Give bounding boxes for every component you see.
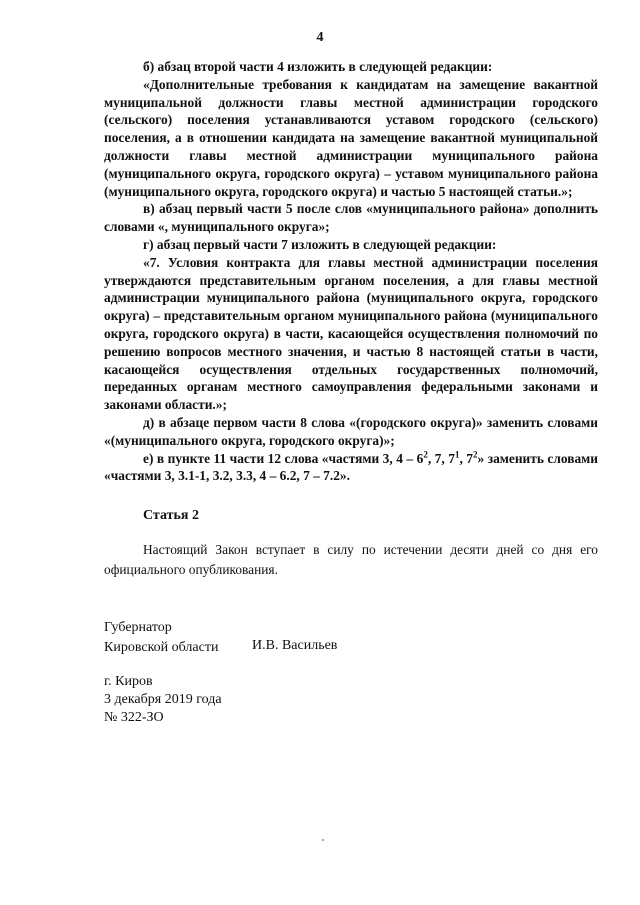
- paragraph-e: [104, 450, 598, 486]
- amendments-block: [104, 58, 598, 485]
- paragraph-e-prefix: е) в пункте 11 части 12 слова «частями 3, 4 – 6: [143, 450, 424, 466]
- signatory-position-line2: Кировской области: [104, 640, 219, 655]
- signatory-name: И.В. Васильев: [252, 638, 338, 653]
- superscript-2: 1: [454, 449, 460, 460]
- paragraph-d: д) в абзаце первом части 8 слова «(городского округа)» заменить словами «(муниципального округа, городского округа)»;: [104, 414, 598, 448]
- signatory-position-line1: Губернатор: [104, 620, 172, 635]
- paragraph-v: в) абзац первый части 5 после слов «муниципального района» дополнить словами «, муниципального округа»;: [104, 201, 598, 235]
- scan-speck: [322, 839, 324, 841]
- paragraph-g: г) абзац первый части 7 изложить в следующей редакции:: [143, 236, 497, 252]
- city: г. Киров: [104, 674, 153, 689]
- date: 3 декабря 2019 года: [104, 692, 222, 707]
- superscript-1: 2: [423, 449, 428, 460]
- paragraph-e-suffix: » заменить словами «частями 3, 3.1-1, 3.2, 3.3, 4 – 6.2, 7 – 7.2».: [104, 450, 599, 484]
- paragraph-b-text: «Дополнительные требования к кандидатам на замещение вакантной муниципальной должности главы местной администрации городского (сельского) поселения устанавливаются уставом городского (сельского) поселения, а в отношении кандидата на замещение вакантной муниципальной должности главы местной администрации муниципального района (муниципального округа, городского округа) – уставом муниципального района (муниципального округа, городского округа) и частью 5 настоящей статьи.»;: [104, 76, 598, 199]
- paragraph-b: б) абзац второй части 4 изложить в следующей редакции:: [143, 59, 493, 74]
- article-paragraph: Настоящий Закон вступает в силу по истечении десяти дней со дня его официального опубликования.: [104, 542, 598, 577]
- paragraph-e-mid1: , 7, 7: [427, 450, 455, 466]
- paragraph-g-text: «7. Условия контракта для главы местной администрации поселения утверждаются представительным органом поселения, а для главы местной администрации муниципального района (муниципального округа, городского округа) – представительным органом муниципального района (муниципального округа, городского округа) в части, касающейся осуществления полномочий по решению вопросов местного значения, и частью 8 настоящей статьи в части, касающейся осуществления отдельных государственных полномочий, переданных органам местного самоуправления федеральными законами и законами области.»;: [104, 254, 598, 413]
- page-number: 4: [316, 30, 324, 45]
- article-title: Статья 2: [143, 508, 199, 523]
- paragraph-e-mid2: , 7: [459, 450, 473, 466]
- document-number: № 322-ЗО: [104, 710, 164, 725]
- article-body: [104, 540, 598, 580]
- superscript-3: 2: [473, 449, 478, 460]
